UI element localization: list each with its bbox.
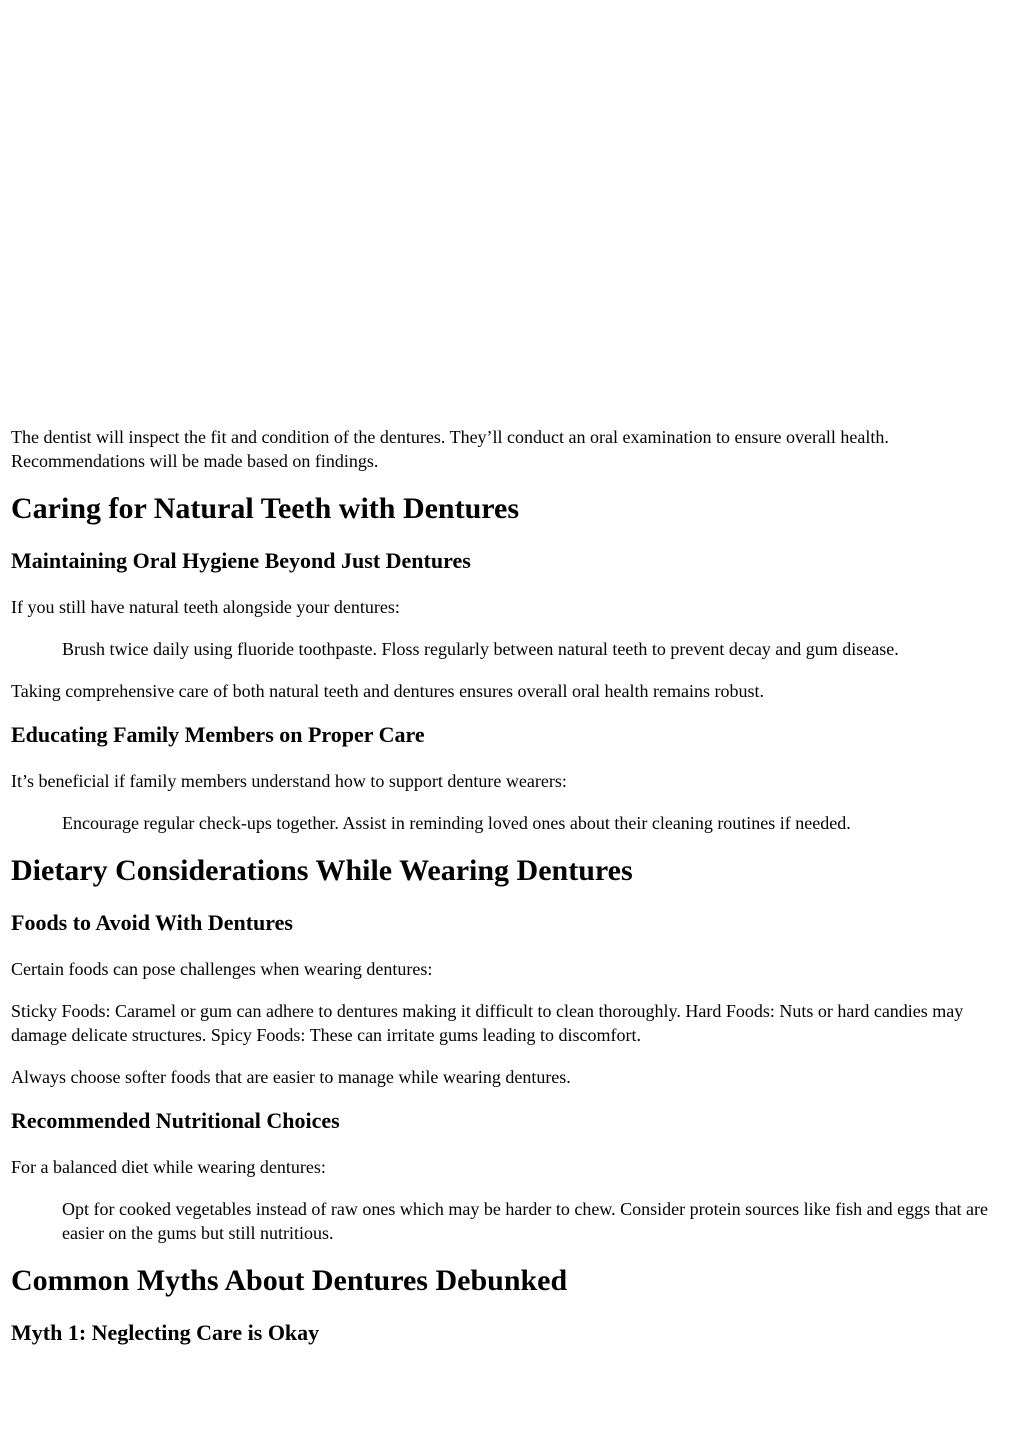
oral-hygiene-closing: Taking comprehensive care of both natural teeth and dentures ensures overall oral health remains robust.: [11, 681, 764, 701]
heading-caring-natural-teeth: Caring for Natural Teeth with Dentures: [11, 492, 520, 525]
nutritional-choices-lead: For a balanced diet while wearing dentures:: [11, 1157, 326, 1177]
nutritional-choices-quote: Opt for cooked vegetables instead of raw ones which may be harder to chew. Consider protein sources like fish and eggs that are easier on the gums but still nutritious.: [62, 1199, 989, 1243]
oral-hygiene-quote: Brush twice daily using fluoride toothpaste. Floss regularly between natural teeth to prevent decay and gum disease.: [62, 639, 899, 659]
heading-dietary-considerations: Dietary Considerations While Wearing Dentures: [11, 854, 633, 887]
article-content: [0, 425, 1024, 1347]
subheading-educating-family: Educating Family Members on Proper Care: [11, 722, 425, 747]
educating-family-quote: Encourage regular check-ups together. Assist in reminding loved ones about their cleaning routines if needed.: [62, 813, 851, 833]
blank-image-area: [0, 0, 1024, 425]
foods-to-avoid-lead: Certain foods can pose challenges when wearing dentures:: [11, 959, 433, 979]
subheading-oral-hygiene: Maintaining Oral Hygiene Beyond Just Dentures: [11, 548, 471, 573]
educating-family-lead: It’s beneficial if family members understand how to support denture wearers:: [11, 771, 567, 791]
foods-to-avoid-closing: Always choose softer foods that are easier to manage while wearing dentures.: [11, 1067, 571, 1087]
subheading-nutritional-choices: Recommended Nutritional Choices: [11, 1108, 340, 1133]
subheading-foods-to-avoid: Foods to Avoid With Dentures: [11, 910, 293, 935]
oral-hygiene-lead: If you still have natural teeth alongside your dentures:: [11, 597, 400, 617]
subheading-myth-1: Myth 1: Neglecting Care is Okay: [11, 1320, 320, 1345]
foods-to-avoid-list: Sticky Foods: Caramel or gum can adhere to dentures making it difficult to clean thoroughly. Hard Foods: Nuts or hard candies may damage delicate structures. Spicy Foods: These can irritate gums leading to discomfort.: [11, 1001, 964, 1045]
heading-common-myths: Common Myths About Dentures Debunked: [11, 1264, 568, 1297]
intro-paragraph: The dentist will inspect the fit and condition of the dentures. They’ll conduct an oral examination to ensure overall health. Recommendations will be made based on findings.: [11, 427, 889, 471]
